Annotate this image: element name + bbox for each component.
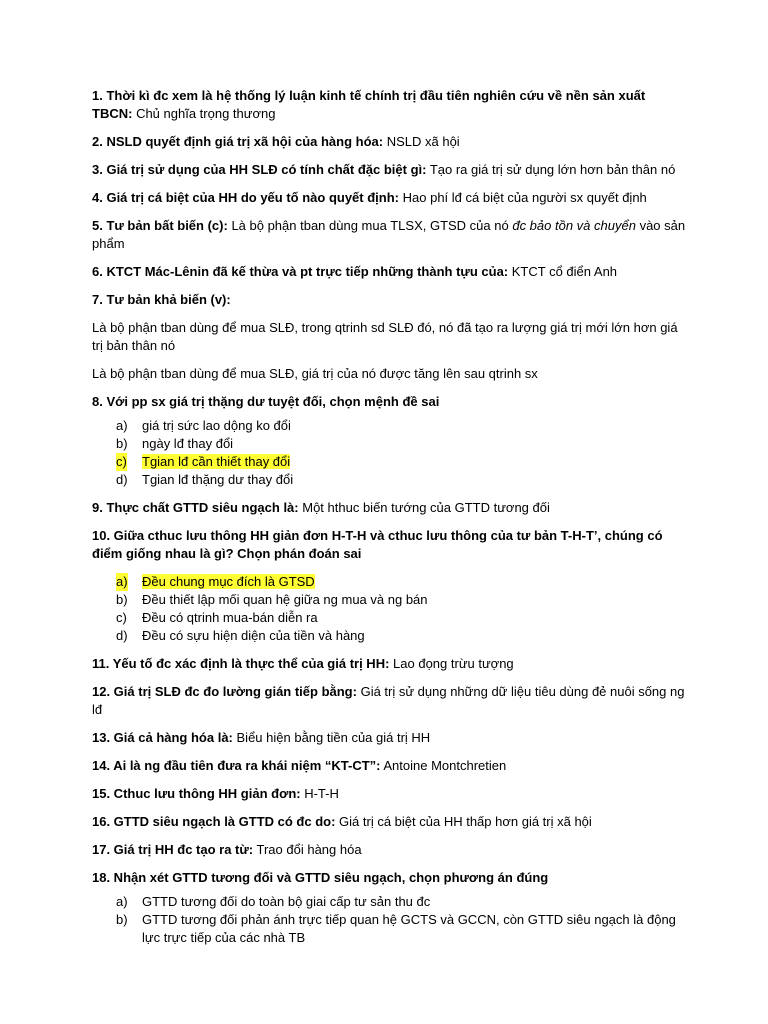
question-18	[92, 869, 688, 887]
question-1	[92, 87, 688, 123]
question-text: 18. Nhận xét GTTD tương đối và GTTD siêu ngạch, chọn phương án đúng	[92, 870, 549, 885]
option-text-highlighted: Đều chung mục đích là GTSD	[142, 574, 315, 589]
question-6	[92, 263, 688, 281]
option-text: GTTD tương đối do toàn bộ giai cấp tư sản thu đc	[142, 894, 431, 909]
answer-text: Biểu hiện bằng tiền của giá trị HH	[236, 730, 431, 745]
option-b	[116, 591, 688, 609]
question-17	[92, 841, 688, 859]
option-marker: a)	[116, 894, 128, 909]
option-b	[116, 911, 688, 947]
question-text: 3. Giá trị sử dụng của HH SLĐ có tính chất đặc biệt gì:	[92, 162, 427, 177]
answer-text: Là bộ phận tban dùng mua TLSX, GTSD của nó	[231, 218, 509, 233]
option-marker: b)	[116, 436, 128, 451]
option-text: Tgian lđ thặng dư thay đổi	[142, 472, 294, 487]
option-d	[116, 471, 688, 489]
option-text: ngày lđ thay đổi	[142, 436, 234, 451]
answer-italic-text: đc bảo tồn và chuyển	[512, 218, 636, 233]
question-10	[92, 527, 688, 563]
question-text: 12. Giá trị SLĐ đc đo lường gián tiếp bằng:	[92, 684, 357, 699]
answer-text: vào sản phẩm	[92, 218, 686, 251]
option-a	[116, 573, 688, 591]
question-2	[92, 133, 688, 151]
question-15	[92, 785, 688, 803]
question-text: 6. KTCT Mác-Lênin đã kế thừa và pt trực tiếp những thành tựu của:	[92, 264, 509, 279]
option-text: giá trị sức lao dộng ko đổi	[142, 418, 291, 433]
question-text: 13. Giá cả hàng hóa là:	[92, 730, 233, 745]
answer-text: NSLD xã hội	[386, 134, 460, 149]
question-text: 4. Giá trị cá biệt của HH do yếu tố nào quyết định:	[92, 190, 399, 205]
question-text: 14. Ai là ng đầu tiên đưa ra khái niệm “KT-CT”:	[92, 758, 381, 773]
option-marker: b)	[116, 592, 128, 607]
option-marker: a)	[116, 574, 128, 589]
option-text: GTTD tương đối phản ánh trực tiếp quan hệ GCTS và GCCN, còn GTTD siêu ngạch là động lực trực tiếp của các nhà TB	[142, 912, 676, 945]
question-9	[92, 499, 688, 517]
answer-text: Giá trị sử dụng những dữ liệu tiêu dùng đẻ nuôi sống ng lđ	[92, 684, 685, 717]
option-d	[116, 627, 688, 645]
question-4	[92, 189, 688, 207]
option-text-highlighted: Tgian lđ cần thiết thay đổi	[142, 454, 291, 469]
answer-text: Một hthuc biến tướng của GTTD tương đối	[302, 500, 550, 515]
option-marker: c)	[116, 454, 127, 469]
option-a	[116, 893, 688, 911]
question-text: 17. Giá trị HH đc tạo ra từ:	[92, 842, 254, 857]
question-text: 15. Cthuc lưu thông HH giản đơn:	[92, 786, 301, 801]
question-7	[92, 291, 688, 309]
answer-text: Chủ nghĩa trọng thương	[136, 106, 276, 121]
question-text: 11. Yếu tố đc xác định là thực thể của giá trị HH:	[92, 656, 390, 671]
option-marker: d)	[116, 472, 128, 487]
question-5	[92, 217, 688, 253]
question-text: 7. Tư bản khả biến (v):	[92, 292, 231, 307]
question-14	[92, 757, 688, 775]
option-marker: c)	[116, 610, 127, 625]
answer-text: Trao đổi hàng hóa	[256, 842, 362, 857]
question-text: 16. GTTD siêu ngạch là GTTD có đc do:	[92, 814, 336, 829]
question-text: 8. Với pp sx giá trị thặng dư tuyệt đối, chọn mệnh đề sai	[92, 394, 440, 409]
answer-paragraph-1: Là bộ phận tban dùng để mua SLĐ, trong qtrinh sd SLĐ đó, nó đã tạo ra lượng giá trị mới lớn hơn giá trị bản thân nó	[92, 320, 678, 353]
option-marker: a)	[116, 418, 128, 433]
option-c	[116, 609, 688, 627]
option-a	[116, 417, 688, 435]
answer-text: Giá trị cá biệt của HH thấp hơn giá trị xã hội	[339, 814, 592, 829]
question-text: 10. Giữa cthuc lưu thông HH giản đơn H-T-H và cthuc lưu thông của tư bản T-H-T’, chúng có điểm giống nhau là gì? Chọn phán đoán sai	[92, 528, 663, 561]
answer-text: Antoine Montchretien	[383, 758, 507, 773]
option-text: Đều có qtrinh mua-bán diễn ra	[142, 610, 318, 625]
option-text: Đều có sựu hiện diện của tiền và hàng	[142, 628, 365, 643]
question-text: 5. Tư bản bất biến (c):	[92, 218, 228, 233]
question-11	[92, 655, 688, 673]
option-c	[116, 453, 688, 471]
question-13	[92, 729, 688, 747]
question-3	[92, 161, 688, 179]
option-marker: b)	[116, 912, 128, 927]
question-text: 2. NSLD quyết định giá trị xã hội của hàng hóa:	[92, 134, 384, 149]
answer-text: Lao đọng trừu tượng	[393, 656, 514, 671]
question-12	[92, 683, 688, 719]
question-8	[92, 393, 688, 411]
option-text: Đều thiết lập mối quan hệ giữa ng mua và ng bán	[142, 592, 428, 607]
question-text: 1. Thời kì đc xem là hệ thống lý luận kinh tế chính trị đầu tiên nghiên cứu về nền sản xuất TBCN:	[92, 88, 646, 121]
options-list	[92, 417, 688, 489]
answer-text: Tạo ra giá trị sử dụng lớn hơn bản thân nó	[429, 162, 676, 177]
answer-text: Hao phí lđ cá biệt của người sx quyết định	[402, 190, 647, 205]
answer-text: KTCT cổ điển Anh	[511, 264, 618, 279]
option-marker: d)	[116, 628, 128, 643]
question-16	[92, 813, 688, 831]
question-text: 9. Thực chất GTTD siêu ngạch là:	[92, 500, 299, 515]
answer-paragraph-2: Là bộ phận tban dùng để mua SLĐ, giá trị của nó được tăng lên sau qtrinh sx	[92, 366, 538, 381]
options-list	[92, 573, 688, 645]
option-b	[116, 435, 688, 453]
answer-text: H-T-H	[304, 786, 339, 801]
options-list	[92, 893, 688, 947]
